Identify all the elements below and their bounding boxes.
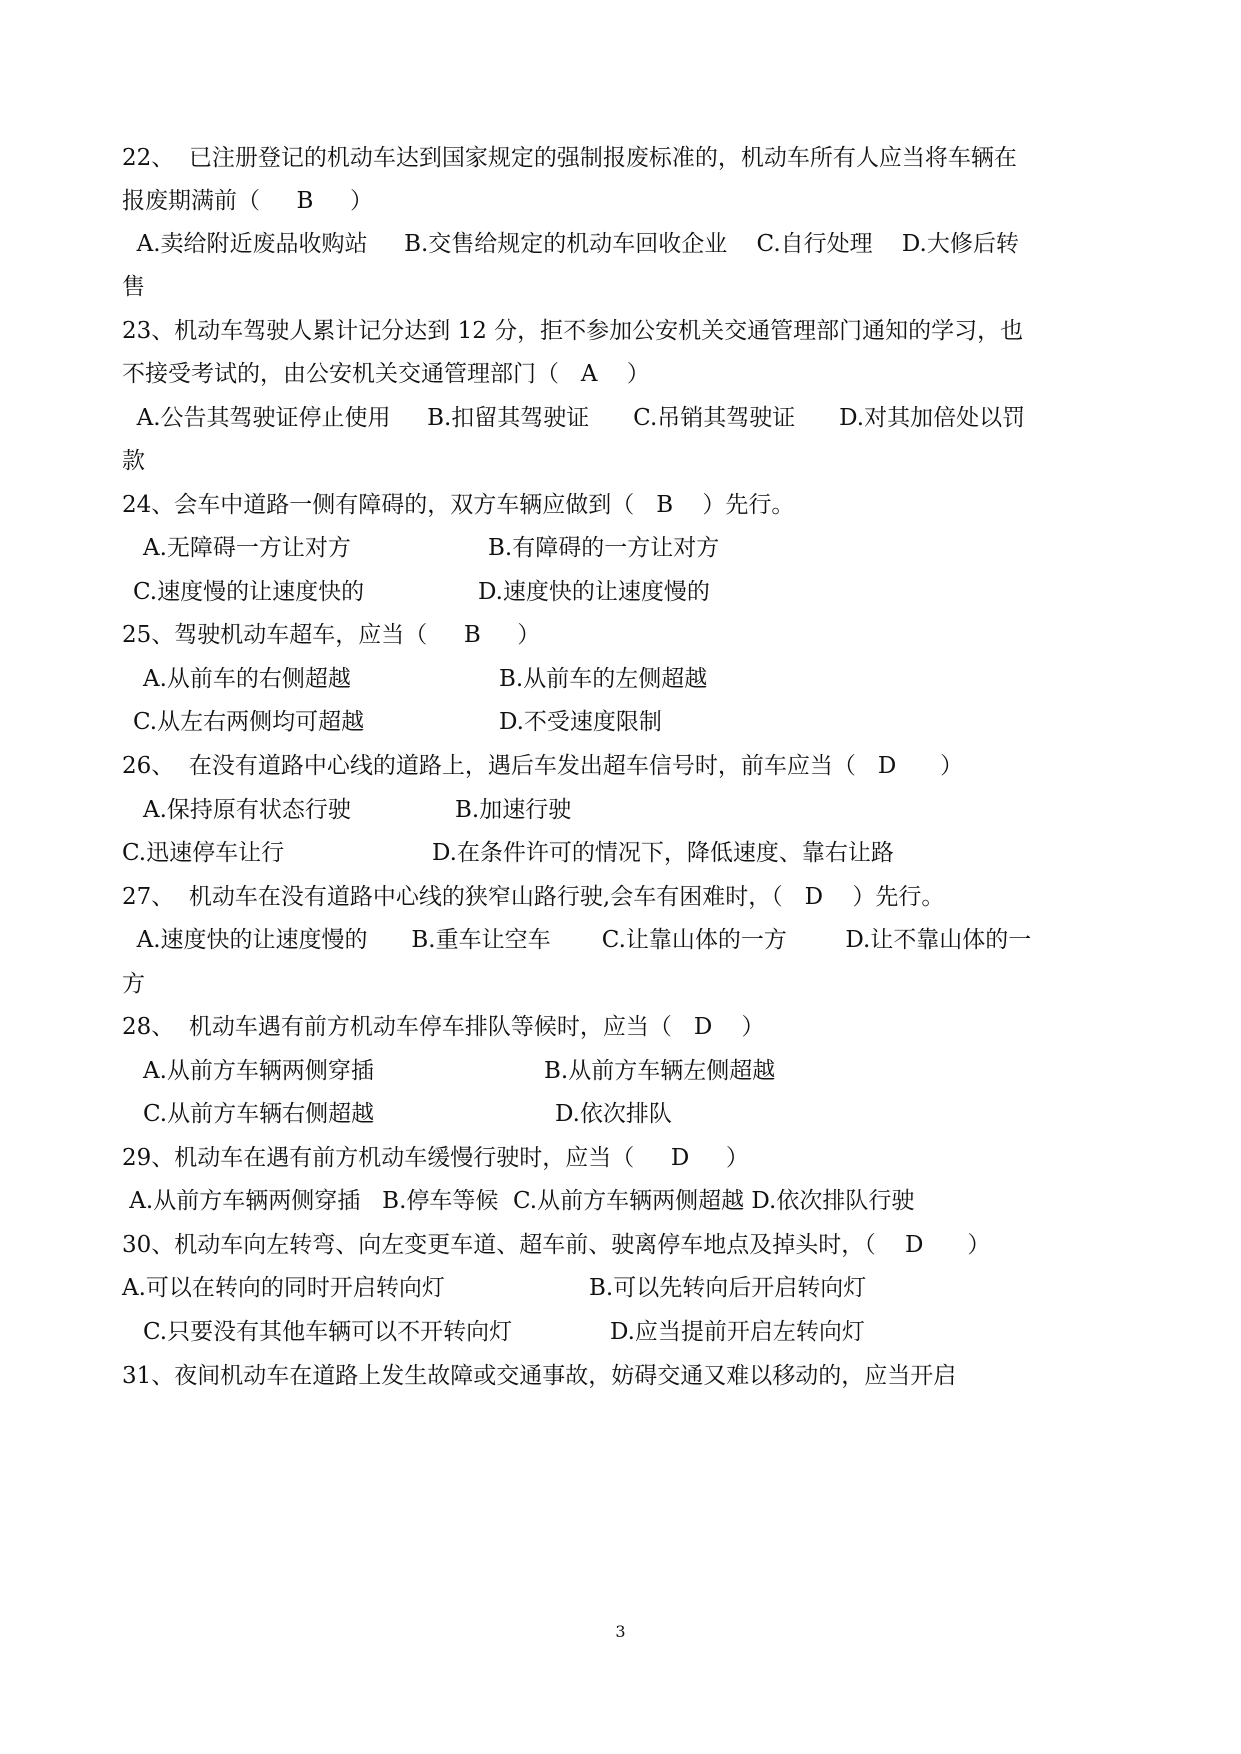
question-23-options-continued: 款 bbox=[122, 448, 145, 474]
question-24-option-a: A.无障碍一方让对方 bbox=[143, 535, 351, 561]
question-22-line-2: 报废期满前（ B ） bbox=[122, 188, 374, 214]
question-25-option-c: C.从左右两侧均可超越 bbox=[133, 709, 365, 735]
question-22-options-continued: 售 bbox=[122, 274, 145, 300]
question-27-options: A.速度快的让速度慢的 B.重车让空车 C.让靠山体的一方 D.让不靠山体的一 bbox=[122, 927, 1032, 953]
question-30-option-d: D.应当提前开启左转向灯 bbox=[610, 1319, 865, 1345]
question-29-line-1: 29、机动车在遇有前方机动车缓慢行驶时，应当（ D ） bbox=[122, 1145, 749, 1171]
question-24-option-c: C.速度慢的让速度快的 bbox=[133, 579, 365, 605]
question-26-option-b: B.加速行驶 bbox=[455, 797, 572, 823]
question-23-options: A.公告其驾驶证停止使用 B.扣留其驾驶证 C.吊销其驾驶证 D.对其加倍处以罚 bbox=[122, 405, 1026, 431]
question-25-option-d: D.不受速度限制 bbox=[499, 709, 662, 735]
question-26-option-d: D.在条件许可的情况下，降低速度、靠右让路 bbox=[432, 840, 894, 866]
question-26-option-a: A.保持原有状态行驶 bbox=[143, 797, 351, 823]
question-28-option-a: A.从前方车辆两侧穿插 bbox=[143, 1058, 374, 1084]
question-28-line-1: 28、 机动车遇有前方机动车停车排队等候时，应当（ D ） bbox=[122, 1014, 765, 1040]
question-23-line-1: 23、机动车驾驶人累计记分达到 12 分，拒不参加公安机关交通管理部门通知的学习，也 bbox=[122, 318, 1024, 344]
question-28-option-d: D.依次排队 bbox=[555, 1101, 672, 1127]
question-31-line-1: 31、夜间机动车在道路上发生故障或交通事故，妨碍交通又难以移动的，应当开启 bbox=[122, 1363, 957, 1389]
question-22-line-1: 22、 已注册登记的机动车达到国家规定的强制报废标准的，机动车所有人应当将车辆在 bbox=[122, 145, 1017, 171]
question-24-line-1: 24、会车中道路一侧有障碍的，双方车辆应做到（ B ）先行。 bbox=[122, 492, 795, 518]
question-28-option-c: C.从前方车辆右侧超越 bbox=[143, 1101, 375, 1127]
question-28-option-b: B.从前方车辆左侧超越 bbox=[544, 1058, 776, 1084]
question-22-options: A.卖给附近废品收购站 B.交售给规定的机动车回收企业 C.自行处理 D.大修后转 bbox=[122, 231, 1019, 257]
question-30-option-b: B.可以先转向后开启转向灯 bbox=[589, 1275, 867, 1301]
question-25-option-b: B.从前车的左侧超越 bbox=[499, 666, 708, 692]
question-24-option-d: D.速度快的让速度慢的 bbox=[478, 579, 710, 605]
page-number: 3 bbox=[615, 1622, 626, 1641]
question-24-option-b: B.有障碍的一方让对方 bbox=[488, 535, 720, 561]
question-23-line-2: 不接受考试的，由公安机关交通管理部门（ A ） bbox=[122, 361, 650, 387]
question-30-option-c: C.只要没有其他车辆可以不开转向灯 bbox=[143, 1319, 513, 1345]
question-25-option-a: A.从前车的右侧超越 bbox=[143, 666, 351, 692]
question-27-line-1: 27、 机动车在没有道路中心线的狭窄山路行驶,会车有困难时，（ D ）先行。 bbox=[122, 884, 945, 910]
question-25-line-1: 25、驾驶机动车超车，应当（ B ） bbox=[122, 622, 541, 648]
question-30-option-a: A.可以在转向的同时开启转向灯 bbox=[122, 1275, 445, 1301]
question-26-line-1: 26、 在没有道路中心线的道路上，遇后车发出超车信号时，前车应当（ D ） bbox=[122, 753, 964, 779]
question-26-option-c: C.迅速停车让行 bbox=[122, 840, 285, 866]
question-29-options: A.从前方车辆两侧穿插 B.停车等候 C.从前方车辆两侧超越 D.依次排队行驶 bbox=[122, 1188, 915, 1214]
question-27-options-continued: 方 bbox=[122, 971, 145, 997]
question-30-line-1: 30、机动车向左转弯、向左变更车道、超车前、驶离停车地点及掉头时，（ D ） bbox=[122, 1232, 991, 1258]
